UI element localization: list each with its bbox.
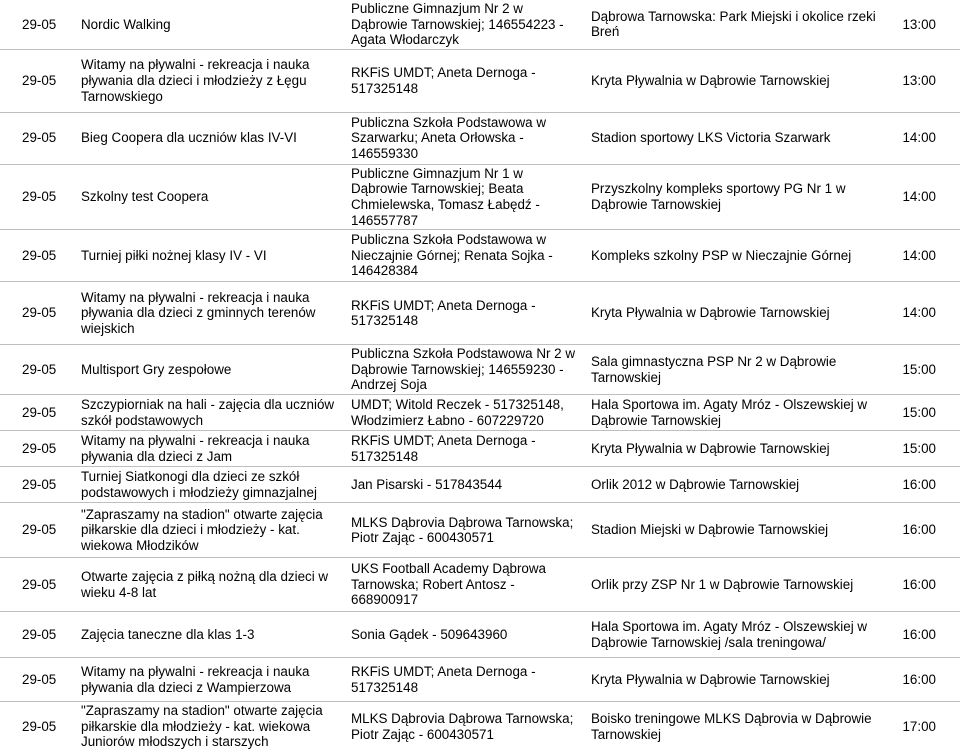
event-name: Otwarte zajęcia z piłką nożną dla dzieci w wieku 4-8 lat	[76, 558, 346, 612]
event-name: Zajęcia taneczne dla klas 1-3	[76, 612, 346, 658]
table-row	[0, 612, 960, 658]
event-time: 14:00	[892, 230, 960, 282]
event-place: Hala Sportowa im. Agaty Mróz - Olszewskiej w Dąbrowie Tarnowskiej	[586, 395, 892, 431]
event-organizer: Publiczne Gimnazjum Nr 2 w Dąbrowie Tarnowskiej; 146554223 - Agata Włodarczyk	[351, 1, 564, 48]
event-name: Turniej Siatkonogi dla dzieci ze szkół podstawowych i młodzieży gimnazjalnej	[76, 467, 346, 503]
event-date: 29-05	[0, 49, 76, 112]
event-name: Nordic Walking	[81, 16, 171, 32]
event-place: Kryta Pływalnia w Dąbrowie Tarnowskiej	[586, 49, 892, 112]
event-name: Turniej piłki nożnej klasy IV - VI	[76, 230, 346, 282]
event-date: 29-05	[0, 164, 76, 229]
table-row	[0, 282, 960, 345]
event-name: Witamy na pływalni - rekreacja i nauka pływania dla dzieci i młodzieży z Łęgu Tarnowskiego	[76, 49, 346, 112]
event-organizer: Publiczna Szkoła Podstawowa w Szarwarku; Aneta Orłowska - 146559330	[346, 112, 586, 164]
event-name: Witamy na pływalni - rekreacja i nauka pływania dla dzieci z Wampierzowa	[76, 658, 346, 702]
table-row	[0, 503, 960, 558]
event-time: 16:00	[892, 558, 960, 612]
event-organizer: MLKS Dąbrovia Dąbrowa Tarnowska; Piotr Zając - 600430571	[346, 702, 586, 751]
table-row	[0, 702, 960, 751]
table-row	[0, 558, 960, 612]
event-place: Kompleks szkolny PSP w Nieczajnie Górnej	[586, 230, 892, 282]
event-time: 15:00	[892, 395, 960, 431]
event-time: 16:00	[892, 467, 960, 503]
event-name: Multisport Gry zespołowe	[76, 345, 346, 395]
event-name: "Zapraszamy na stadion" otwarte zajęcia piłkarskie dla dzieci i młodzieży - kat. wiekowa Młodzików	[76, 503, 346, 558]
event-organizer: RKFiS UMDT; Aneta Dernoga - 517325148	[346, 282, 586, 345]
event-place: Stadion Miejski w Dąbrowie Tarnowskiej	[586, 503, 892, 558]
table-row	[0, 658, 960, 702]
event-name: Szkolny test Coopera	[76, 164, 346, 229]
event-place: Hala Sportowa im. Agaty Mróz - Olszewskiej w Dąbrowie Tarnowskiej /sala treningowa/	[586, 612, 892, 658]
event-place: Kryta Pływalnia w Dąbrowie Tarnowskiej	[586, 431, 892, 467]
event-date: 29-05	[0, 503, 76, 558]
event-date: 29-05	[0, 112, 76, 164]
event-place: Orlik przy ZSP Nr 1 w Dąbrowie Tarnowskiej	[586, 558, 892, 612]
event-organizer: Jan Pisarski - 517843544	[346, 467, 586, 503]
event-time: 16:00	[892, 503, 960, 558]
event-time: 14:00	[892, 112, 960, 164]
event-place: Przyszkolny kompleks sportowy PG Nr 1 w Dąbrowie Tarnowskiej	[586, 164, 892, 229]
event-organizer: RKFiS UMDT; Aneta Dernoga - 517325148	[346, 49, 586, 112]
event-date: 29-05	[0, 612, 76, 658]
event-date: 29-05	[0, 558, 76, 612]
event-organizer: Sonia Gądek - 509643960	[346, 612, 586, 658]
event-date: 29-05	[0, 395, 76, 431]
event-place: Stadion sportowy LKS Victoria Szarwark	[586, 112, 892, 164]
table-row	[0, 230, 960, 282]
event-name: "Zapraszamy na stadion" otwarte zajęcia piłkarskie dla młodzieży - kat. wiekowa Juniorów młodszych i starszych	[76, 702, 346, 751]
table-row	[0, 395, 960, 431]
table-row	[0, 49, 960, 112]
event-organizer: MLKS Dąbrovia Dąbrowa Tarnowska; Piotr Zając - 600430571	[346, 503, 586, 558]
event-organizer: UKS Football Academy Dąbrowa Tarnowska; Robert Antosz - 668900917	[346, 558, 586, 612]
event-place: Dąbrowa Tarnowska: Park Miejski i okolice rzeki Breń	[591, 8, 876, 40]
event-organizer: Publiczne Gimnazjum Nr 1 w Dąbrowie Tarnowskiej; Beata Chmielewska, Tomasz Łabędź - 146557787	[346, 164, 586, 229]
event-time: 16:00	[892, 658, 960, 702]
event-organizer: RKFiS UMDT; Aneta Dernoga - 517325148	[346, 431, 586, 467]
event-date: 29-05	[22, 16, 57, 32]
table-row	[0, 345, 960, 395]
table-row	[0, 0, 960, 49]
event-date: 29-05	[0, 702, 76, 751]
event-organizer: Publiczna Szkoła Podstawowa w Nieczajnie Górnej; Renata Sojka - 146428384	[346, 230, 586, 282]
event-date: 29-05	[0, 345, 76, 395]
event-date: 29-05	[0, 282, 76, 345]
event-time: 13:00	[902, 16, 936, 32]
event-time: 13:00	[892, 49, 960, 112]
event-name: Witamy na pływalni - rekreacja i nauka pływania dla dzieci z Jam	[76, 431, 346, 467]
event-time: 15:00	[892, 345, 960, 395]
event-place: Kryta Pływalnia w Dąbrowie Tarnowskiej	[586, 282, 892, 345]
event-time: 14:00	[892, 164, 960, 229]
event-name: Witamy na pływalni - rekreacja i nauka pływania dla dzieci z gminnych terenów wiejskich	[76, 282, 346, 345]
event-date: 29-05	[0, 431, 76, 467]
event-date: 29-05	[0, 467, 76, 503]
event-time: 17:00	[892, 702, 960, 751]
table-row	[0, 112, 960, 164]
event-organizer: RKFiS UMDT; Aneta Dernoga - 517325148	[346, 658, 586, 702]
table-row	[0, 431, 960, 467]
table-row	[0, 467, 960, 503]
event-date: 29-05	[0, 230, 76, 282]
event-name: Szczypiorniak na hali - zajęcia dla uczniów szkół podstawowych	[76, 395, 346, 431]
event-time: 15:00	[892, 431, 960, 467]
event-place: Sala gimnastyczna PSP Nr 2 w Dąbrowie Tarnowskiej	[586, 345, 892, 395]
event-organizer: UMDT; Witold Reczek - 517325148, Włodzimierz Łabno - 607229720	[346, 395, 586, 431]
event-date: 29-05	[0, 658, 76, 702]
event-place: Orlik 2012 w Dąbrowie Tarnowskiej	[586, 467, 892, 503]
event-name: Bieg Coopera dla uczniów klas IV-VI	[76, 112, 346, 164]
event-place: Boisko treningowe MLKS Dąbrovia w Dąbrowie Tarnowskiej	[586, 702, 892, 751]
event-time: 16:00	[892, 612, 960, 658]
table-row	[0, 164, 960, 229]
event-time: 14:00	[892, 282, 960, 345]
event-organizer: Publiczna Szkoła Podstawowa Nr 2 w Dąbrowie Tarnowskiej; 146559230 - Andrzej Soja	[346, 345, 586, 395]
event-place: Kryta Pływalnia w Dąbrowie Tarnowskiej	[586, 658, 892, 702]
